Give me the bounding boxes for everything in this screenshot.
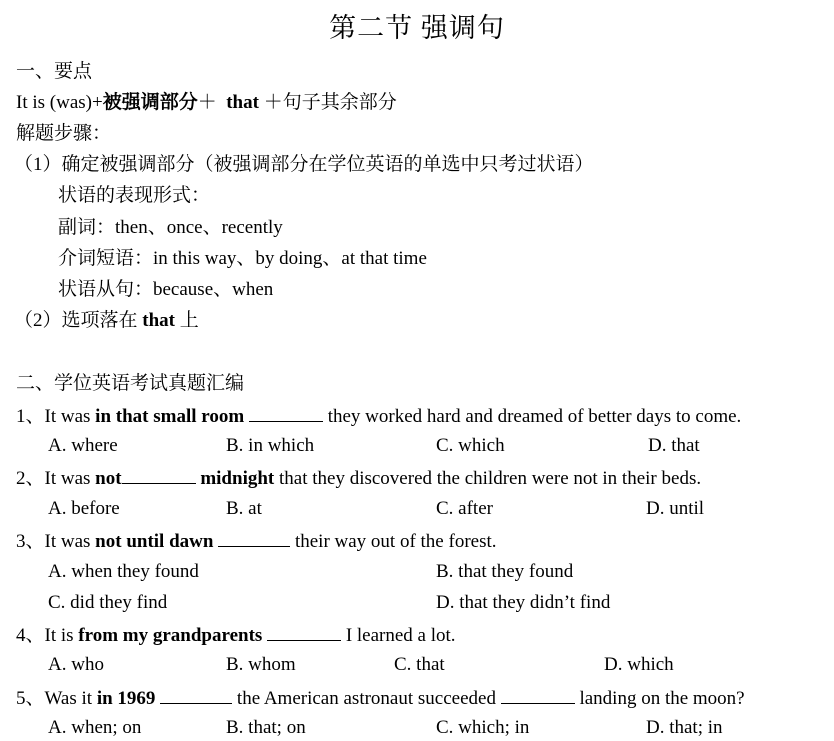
formula-line [16, 91, 397, 115]
q2-mid-bold: midnight [200, 468, 275, 489]
step2-part-b: that [142, 310, 175, 331]
question-2 [16, 465, 701, 491]
q5-bold: in 1969 [96, 688, 156, 709]
q1-blank [249, 403, 323, 422]
q2-num: 2、 [16, 468, 45, 489]
formula-part-d: that [226, 92, 259, 113]
q5-option-a: A. when; on [48, 717, 142, 738]
q4-option-a: A. who [48, 654, 104, 675]
question-4 [16, 622, 456, 648]
q3-option-b: B. that they found [436, 561, 574, 582]
q4-post: I learned a lot. [341, 625, 456, 646]
q1-option-a: A. where [48, 435, 118, 456]
q2-option-a: A. before [48, 498, 120, 519]
question-3 [16, 528, 497, 554]
q3-blank [218, 528, 290, 547]
q3-pre: It was [44, 531, 96, 552]
step-1: （1）确定被强调部分（被强调部分在学位英语的单选中只考过状语） [14, 154, 594, 175]
q5-option-d: D. that; in [646, 717, 723, 738]
q2-bold: not [95, 468, 122, 489]
q5-blank-2 [501, 685, 575, 704]
q4-bold: from my grandparents [78, 625, 263, 646]
formula-part-a: It is (was)+ [16, 92, 103, 113]
q4-option-d: D. which [604, 654, 674, 675]
q3-option-c: C. did they find [48, 592, 168, 613]
section2-heading: 二、学位英语考试真题汇编 [16, 373, 245, 394]
q1-num: 1、 [16, 406, 45, 427]
prep-line: 介词短语：in this way、by doing、at that time [58, 248, 427, 269]
q3-option-a: A. when they found [48, 561, 199, 582]
q1-option-d: D. that [648, 435, 700, 456]
page-title: 第二节 强调句 [329, 13, 505, 43]
q3-bold: not until dawn [95, 531, 214, 552]
q4-num: 4、 [16, 625, 45, 646]
q5-option-b: B. that; on [226, 717, 306, 738]
q5-num: 5、 [16, 688, 45, 709]
q3-option-d: D. that they didn’t find [436, 592, 611, 613]
q1-option-c: C. which [436, 435, 505, 456]
forms-heading: 状语的表现形式： [58, 185, 211, 206]
q5-pre: Was it [44, 688, 97, 709]
q2-pre: It was [44, 468, 96, 489]
step2-part-c: 上 [175, 310, 199, 331]
q4-option-b: B. whom [226, 654, 296, 675]
q2-blank [122, 465, 196, 484]
q5-post: landing on the moon? [574, 688, 745, 709]
formula-part-c: ＋ [197, 92, 222, 113]
question-1 [16, 403, 741, 429]
q1-post: they worked hard and dreamed of better days to come. [322, 406, 742, 427]
q5-blank-1 [160, 685, 232, 704]
section1-heading: 一、要点 [16, 61, 93, 82]
q4-blank [267, 622, 341, 641]
q5-mid: the American astronaut succeeded [232, 688, 501, 709]
q1-pre: It was [44, 406, 96, 427]
adverb-line: 副词：then、once、recently [58, 217, 283, 238]
step-2 [14, 309, 199, 333]
q3-post: their way out of the forest. [290, 531, 497, 552]
steps-heading: 解题步骤： [16, 123, 112, 144]
formula-part-b: 被强调部分 [102, 92, 198, 113]
q1-option-b: B. in which [226, 435, 315, 456]
q2-post: that they discovered the children were not in their beds. [274, 468, 702, 489]
q3-num: 3、 [16, 531, 45, 552]
q2-option-c: C. after [436, 498, 493, 519]
q2-option-b: B. at [226, 498, 262, 519]
q1-bold: in that small room [95, 406, 245, 427]
q2-option-d: D. until [646, 498, 705, 519]
formula-part-e: ＋句子其余部分 [258, 92, 397, 113]
q5-option-c: C. which; in [436, 717, 530, 738]
step2-part-a: （2）选项落在 [14, 310, 143, 331]
q4-option-c: C. that [394, 654, 445, 675]
clause-line: 状语从句：because、when [58, 279, 274, 300]
q4-pre: It is [44, 625, 79, 646]
question-5 [16, 685, 745, 711]
